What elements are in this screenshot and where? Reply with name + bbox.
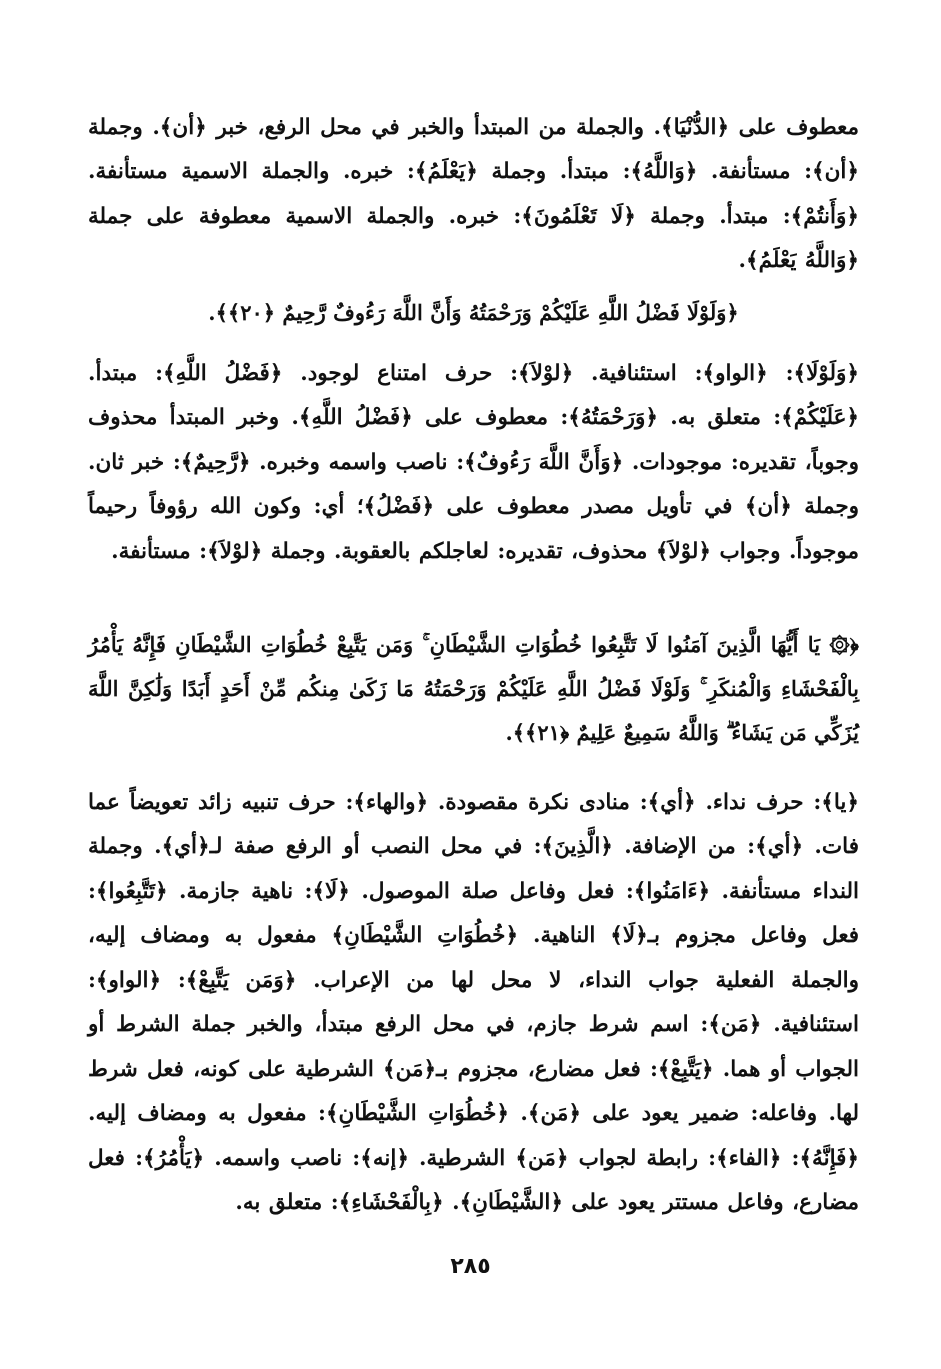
grammar-paragraph-1: معطوف على ﴿الدُّنْيَا﴾. والجملة من المبتدأ والخبر في محل الرفع، خبر ﴿أن﴾. وجملة ﴿أن﴾: مستأنفة. ﴿وَاللَّهُ﴾: مبتدأ. وجملة ﴿يَعْلَمُ﴾: خبره. والجملة الاسمية مستأنفة. ﴿وَأَنتُمْ﴾: مبتدأ. وجملة ﴿لَا تَعْلَمُونَ﴾: خبره. والجملة الاسمية معطوفة على جملة ﴿وَاللَّهُ يَعْلَمُ﴾. <box>88 114 859 273</box>
quran-verse-20: ﴿وَلَوْلَا فَضْلُ اللَّهِ عَلَيْكُمْ وَرَحْمَتُهُ وَأَنَّ اللَّهَ رَءُوفٌ رَّحِيمٌ ﴿٢٠﴾﴾. <box>208 300 739 325</box>
quran-verse-21: ﴿۞ يَا أَيُّهَا الَّذِينَ آمَنُوا لَا تَتَّبِعُوا خُطُوَاتِ الشَّيْطَانِ ۚ وَمَن يَتَّبِعْ خُطُوَاتِ الشَّيْطَانِ فَإِنَّهُ يَأْمُرُ بِالْفَحْشَاءِ وَالْمُنكَرِ ۚ وَلَوْلَا فَضْلُ اللَّهِ عَلَيْكُمْ وَرَحْمَتُهُ مَا زَكَىٰ مِنكُم مِّنْ أَحَدٍ أَبَدًا وَلَٰكِنَّ اللَّهَ يُزَكِّي مَن يَشَاءُ ۗ وَاللَّهُ سَمِيعٌ عَلِيمٌ ﴿٢١﴾﴾. <box>88 632 859 745</box>
page-number: ٢٨٥ <box>450 1254 491 1279</box>
grammar-paragraph-3: ﴿يا﴾: حرف نداء. ﴿أي﴾: منادى نكرة مقصودة. ﴿والهاء﴾: حرف تنبيه زائد تعويضاً عما فات. ﴿أي﴾: من الإضافة. ﴿الَّذِينَ﴾: في محل النصب أو الرفع صفة لـ﴿أي﴾. وجملة النداء مستأنفة. ﴿ءَامَنُوا﴾: فعل وفاعل صلة الموصول. ﴿لَا﴾: ناهية جازمة. ﴿تَتَّبِعُوا﴾: فعل وفاعل مجزوم بـ﴿لَا﴾ الناهية. ﴿خُطُوَاتِ الشَّيْطَانِ﴾ مفعول به ومضاف إليه، والجملة الفعلية جواب النداء، لا محل لها من الإعراب. ﴿وَمَن يَتَّبِعْ﴾: ﴿الواو﴾: استئنافية. ﴿مَن﴾: اسم شرط جازم، في محل الرفع مبتدأ، والخبر جملة الشرط أو الجواب أو هما. ﴿يَتَّبِعْ﴾: فعل مضارع، مجزوم بـ﴿مَن﴾ الشرطية على كونه، فعل شرط لها. وفاعله: ضمير يعود على ﴿مَن﴾. ﴿خُطُوَاتِ الشَّيْطَانِ﴾: مفعول به ومضاف إليه. ﴿فَإِنَّهُ﴾: ﴿الفاء﴾: رابطة لجواب ﴿مَن﴾ الشرطية. ﴿إنه﴾: ناصب واسمه. ﴿يَأْمُرُ﴾: فعل مضارع، وفاعل مستتر يعود على ﴿الشَّيْطَانِ﴾. ﴿بِالْفَحْشَاءِ﴾: متعلق به. <box>88 789 859 1215</box>
grammar-paragraph-2: ﴿وَلَوْلَا﴾: ﴿الواو﴾: استئنافية. ﴿لوْلاَ﴾: حرف امتناع لوجود. ﴿فَضْلُ اللَّهِ﴾: مبتدأ. ﴿عَلَيْكُمْ﴾: متعلق به. ﴿وَرَحْمَتُهُ﴾: معطوف على ﴿فَضْلُ اللَّهِ﴾. وخبر المبتدأ محذوف وجوباً، تقديره: موجودات. ﴿وَأَنَّ اللَّهَ رَءُوفٌ﴾: ناصب واسمه وخبره. ﴿رَّحِيمٌ﴾: خبر ثان. وجملة ﴿أن﴾ في تأويل مصدر معطوف على ﴿فَضْلُ﴾؛ أي: وكون الله رؤوفاً رحيماً موجوداً. وجواب ﴿لوْلاَ﴾ محذوف، تقديره: لعاجلكم بالعقوبة. وجملة ﴿لوْلاَ﴾: مستأنفة. <box>88 360 859 564</box>
